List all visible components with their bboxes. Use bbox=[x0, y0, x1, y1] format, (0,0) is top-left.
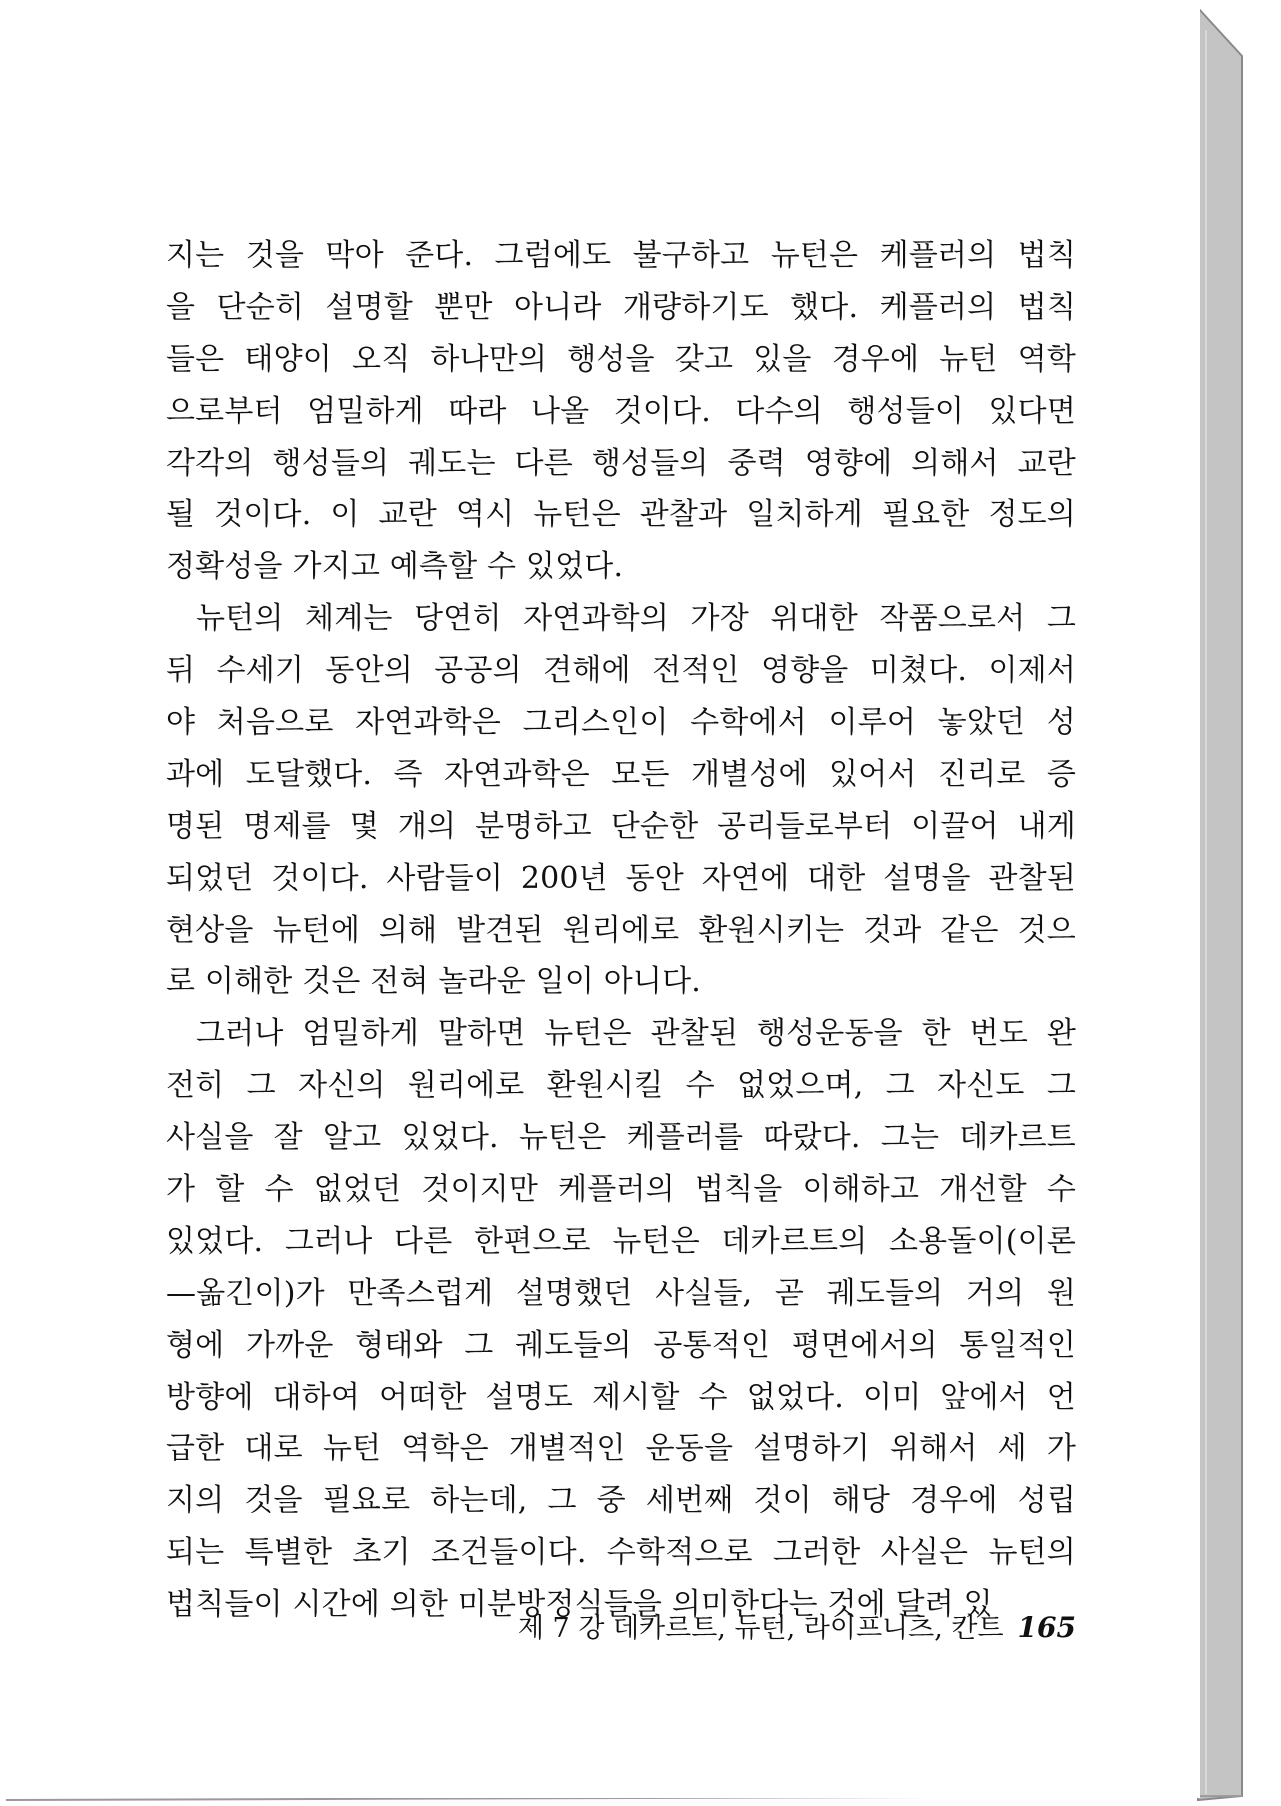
text-line: 법칙들이 시간에 의한 미분방정식들을 의미한다는 것에 달려 있 bbox=[166, 1587, 993, 1623]
text-line: 야 처음으로 자연과학은 그리스인이 수학에서 이루어 놓았던 성 bbox=[166, 705, 1076, 741]
page-footer bbox=[446, 1606, 1076, 1650]
text-line: 될 것이다. 이 교란 역시 뉴턴은 관찰과 일치하게 필요한 정도의 bbox=[166, 497, 1076, 533]
text-line: 로 이해한 것은 전혀 놀라운 일이 아니다. bbox=[166, 964, 702, 1000]
text-line: 들은 태양이 오직 하나만의 행성을 갖고 있을 경우에 뉴턴 역학 bbox=[166, 341, 1076, 377]
text-line: 되는 특별한 초기 조건들이다. 수학적으로 그러한 사실은 뉴턴의 bbox=[166, 1535, 1076, 1571]
text-line: 급한 대로 뉴턴 역학은 개별적인 운동을 설명하기 위해서 세 가 bbox=[166, 1431, 1076, 1467]
text-line: 으로부터 엄밀하게 따라 나올 것이다. 다수의 행성들이 있다면 bbox=[166, 393, 1076, 429]
text-line: 각각의 행성들의 궤도는 다른 행성들의 중력 영향에 의해서 교란 bbox=[166, 445, 1076, 481]
text-line: 뒤 수세기 동안의 공공의 견해에 전적인 영향을 미쳤다. 이제서 bbox=[166, 653, 1076, 689]
running-head: 제 7 강 데카르트, 뉴턴, 라이프니츠, 칸트 bbox=[517, 1613, 1004, 1644]
text-line: 지는 것을 막아 준다. 그럼에도 불구하고 뉴턴은 케플러의 법칙 bbox=[166, 238, 1076, 273]
text-line: 과에 도달했다. 즉 자연과학은 모든 개별성에 있어서 진리로 증 bbox=[166, 756, 1076, 792]
body-text bbox=[166, 230, 1076, 1631]
page bbox=[6, 6, 1200, 1798]
text-line: 방향에 대하여 어떠한 설명도 제시할 수 없었다. 이미 앞에서 언 bbox=[166, 1379, 1076, 1415]
text-line: 그러나 엄밀하게 말하면 뉴턴은 관찰된 행성운동을 한 번도 완 bbox=[196, 1016, 1076, 1052]
text-line: 되었던 것이다. 사람들이 200년 동안 자연에 대한 설명을 관찰된 bbox=[166, 860, 1076, 896]
text-line: 정확성을 가지고 예측할 수 있었다. bbox=[166, 549, 624, 585]
book-side-face bbox=[1198, 8, 1242, 1800]
text-line: 있었다. 그러나 다른 한편으로 뉴턴은 데카르트의 소용돌이(이론 bbox=[166, 1223, 1076, 1259]
text-line: 명된 명제를 몇 개의 분명하고 단순한 공리들로부터 이끌어 내게 bbox=[166, 808, 1076, 844]
text-line: —옮긴이)가 만족스럽게 설명했던 사실들, 곧 궤도들의 거의 원 bbox=[166, 1275, 1076, 1311]
text-line: 형에 가까운 형태와 그 궤도들의 공통적인 평면에서의 통일적인 bbox=[166, 1327, 1076, 1363]
text-line: 가 할 수 없었던 것이지만 케플러의 법칙을 이해하고 개선할 수 bbox=[166, 1172, 1076, 1208]
text-line: 을 단순히 설명할 뿐만 아니라 개량하기도 했다. 케플러의 법칙 bbox=[166, 289, 1076, 325]
paragraph bbox=[166, 230, 1076, 593]
text-line: 뉴턴의 체계는 당연히 자연과학의 가장 위대한 작품으로서 그 bbox=[196, 601, 1076, 637]
page-number: 165 bbox=[1017, 1611, 1076, 1644]
text-line: 전히 그 자신의 원리에로 환원시킬 수 없었으며, 그 자신도 그 bbox=[166, 1068, 1076, 1104]
text-line: 현상을 뉴턴에 의해 발견된 원리에로 환원시키는 것과 같은 것으 bbox=[166, 912, 1076, 948]
text-line: 지의 것을 필요로 하는데, 그 중 세번째 것이 해당 경우에 성립 bbox=[166, 1483, 1076, 1519]
paragraph bbox=[166, 1008, 1076, 1631]
text-line: 사실을 잘 알고 있었다. 뉴턴은 케플러를 따랐다. 그는 데카르트 bbox=[166, 1120, 1076, 1156]
paragraph bbox=[166, 593, 1076, 1008]
